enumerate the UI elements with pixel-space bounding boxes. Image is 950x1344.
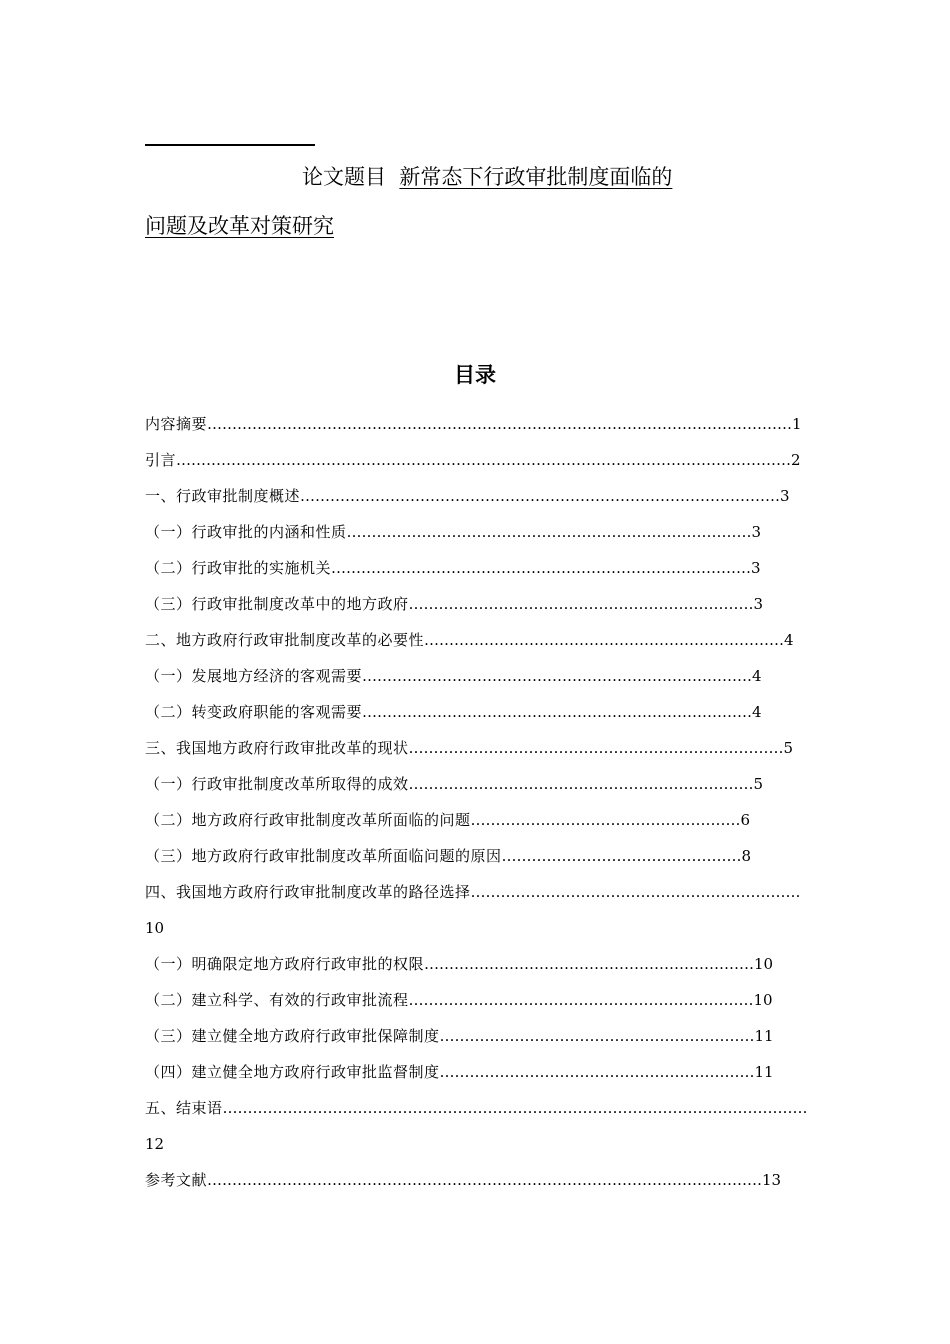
toc-leader-dots: ……………………………………………………………… — [424, 631, 785, 649]
toc-entry-page: 4 — [752, 667, 762, 685]
toc-leader-dots: ……………………………………………………………………………………………………… — [207, 415, 793, 433]
toc-entry-label: 五、结束语 — [145, 1099, 223, 1117]
toc-entry[interactable] — [145, 877, 815, 913]
toc-entry-page: 8 — [741, 847, 752, 865]
toc-entry-label: （三）地方政府行政审批制度改革所面临问题的原因 — [145, 847, 502, 865]
toc-entry-page: 6 — [740, 811, 751, 829]
toc-leader-dots: ……………………………………………………… — [439, 1063, 755, 1081]
toc-entry-label: （三）建立健全地方政府行政审批保障制度 — [145, 1027, 440, 1045]
toc-entry-label: 参考文献 — [145, 1171, 208, 1189]
toc-entry-label: （四）建立健全地方政府行政审批监督制度 — [145, 1063, 440, 1081]
toc-entry[interactable] — [145, 769, 815, 805]
toc-entry-page: 13 — [762, 1171, 782, 1189]
toc-entry-page-line — [145, 1129, 815, 1165]
toc-entry-label: （一）行政审批制度改革所取得的成效 — [145, 775, 409, 793]
toc-leader-dots: ………………………………………………………… — [470, 883, 801, 901]
toc-leader-dots: ………………………………………… — [501, 847, 742, 865]
toc-leader-dots: ……………………………………………………… — [439, 1027, 755, 1045]
toc-entry-label: （一）行政审批的内涵和性质 — [145, 523, 347, 541]
toc-entry-label: 四、我国地方政府行政审批制度改革的路径选择 — [145, 883, 471, 901]
toc-leader-dots: ………………………………………………………… — [424, 955, 755, 973]
toc-entry[interactable] — [145, 1021, 815, 1057]
toc-leader-dots: …………………………………………………………… — [408, 991, 754, 1009]
toc-title: 目录 — [454, 362, 496, 387]
toc-entry[interactable] — [145, 1093, 815, 1129]
thesis-title-part2: 问题及改革对策研究 — [145, 214, 334, 238]
thesis-title-line2 — [145, 211, 334, 241]
toc-entry[interactable] — [145, 733, 815, 769]
toc-entry-page: 3 — [751, 559, 761, 577]
toc-leader-dots: ……………………………………………………………………… — [346, 523, 752, 541]
toc-entry[interactable] — [145, 481, 815, 517]
toc-entry[interactable] — [145, 517, 815, 553]
toc-entry-label: （三）行政审批制度改革中的地方政府 — [145, 595, 409, 613]
toc-entry[interactable] — [145, 553, 815, 589]
toc-entry[interactable] — [145, 805, 815, 841]
toc-entry-page: 4 — [752, 703, 762, 721]
table-of-contents — [145, 409, 815, 1201]
toc-entry-page: 11 — [754, 1027, 774, 1045]
toc-entry-page: 10 — [753, 991, 773, 1009]
toc-entry-label: （二）转变政府职能的客观需要 — [145, 703, 363, 721]
toc-entry-page: 11 — [754, 1063, 774, 1081]
toc-leader-dots: …………………………………………………………………… — [362, 667, 753, 685]
toc-entry-page: 5 — [783, 739, 794, 757]
toc-entry-page: 5 — [753, 775, 764, 793]
toc-leader-dots: …………………………………………………………………………………………………………… — [176, 451, 792, 469]
toc-entry-page: 4 — [784, 631, 794, 649]
thesis-title-part1: 新常态下行政审批制度面临的 — [399, 165, 673, 189]
toc-leader-dots: ………………………………………………………………………… — [331, 559, 752, 577]
toc-entry-label: （一）发展地方经济的客观需要 — [145, 667, 363, 685]
top-rule — [145, 144, 315, 146]
toc-entry[interactable] — [145, 445, 815, 481]
toc-entry-page-line — [145, 913, 815, 949]
toc-entry-label: 二、地方政府行政审批制度改革的必要性 — [145, 631, 425, 649]
toc-entry-page: 3 — [751, 523, 762, 541]
toc-leader-dots: ……………………………………………………………………………………………………… — [222, 1099, 808, 1117]
toc-leader-dots: …………………………………………………………………………………… — [300, 487, 781, 505]
toc-leader-dots: …………………………………………………………………… — [362, 703, 753, 721]
toc-entry-label: 三、我国地方政府行政审批改革的现状 — [145, 739, 409, 757]
toc-entry-label: 引言 — [145, 451, 177, 469]
toc-entry-page: 3 — [780, 487, 790, 505]
toc-entry[interactable] — [145, 841, 815, 877]
toc-entry-label: （二）行政审批的实施机关 — [145, 559, 332, 577]
toc-entry-label: 内容摘要 — [145, 415, 208, 433]
toc-entry-page: 10 — [754, 955, 774, 973]
thesis-label: 论文题目 — [302, 165, 386, 189]
toc-entry-label: （二）建立科学、有效的行政审批流程 — [145, 991, 409, 1009]
toc-entry-label: （二）地方政府行政审批制度改革所面临的问题 — [145, 811, 471, 829]
thesis-title-line1 — [302, 162, 672, 192]
toc-entry[interactable] — [145, 1057, 815, 1093]
toc-leader-dots: …………………………………………………………… — [408, 775, 754, 793]
toc-leader-dots: …………………………………………………………… — [408, 595, 754, 613]
toc-entry[interactable] — [145, 625, 815, 661]
toc-entry-page: 3 — [753, 595, 764, 613]
toc-entry-page: 1 — [792, 415, 802, 433]
toc-leader-dots: ……………………………………………… — [470, 811, 741, 829]
toc-entry-page: 12 — [145, 1135, 165, 1153]
toc-entry[interactable] — [145, 1165, 815, 1201]
toc-entry[interactable] — [145, 409, 815, 445]
toc-leader-dots: ………………………………………………………………… — [408, 739, 784, 757]
toc-entry-page: 2 — [791, 451, 801, 469]
toc-entry-page: 10 — [145, 919, 165, 937]
toc-entry[interactable] — [145, 949, 815, 985]
toc-entry[interactable] — [145, 589, 815, 625]
toc-entry-label: （一）明确限定地方政府行政审批的权限 — [145, 955, 425, 973]
toc-entry[interactable] — [145, 985, 815, 1021]
toc-entry[interactable] — [145, 661, 815, 697]
toc-entry-label: 一、行政审批制度概述 — [145, 487, 301, 505]
toc-entry[interactable] — [145, 697, 815, 733]
toc-leader-dots: ………………………………………………………………………………………………… — [207, 1171, 763, 1189]
